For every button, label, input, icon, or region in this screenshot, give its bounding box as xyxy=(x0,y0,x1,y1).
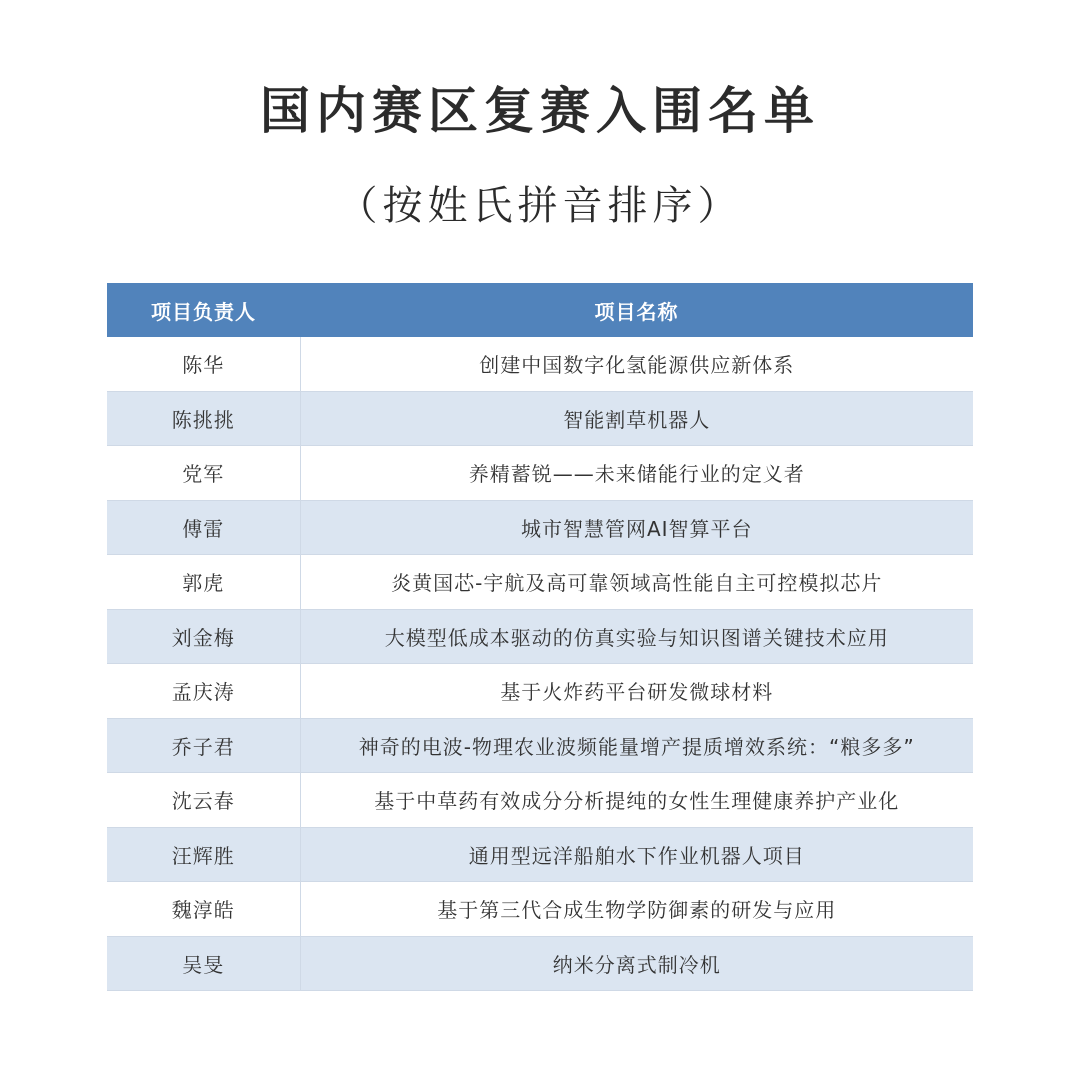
table-row xyxy=(107,936,973,991)
page-subtitle: （按姓氏拼音排序） xyxy=(337,183,743,229)
table-row xyxy=(107,882,973,937)
leader-cell: 汪辉胜 xyxy=(107,827,300,882)
table-row xyxy=(107,609,973,664)
leader-cell: 魏淳皓 xyxy=(107,882,300,937)
page-title: 国内赛区复赛入围名单 xyxy=(260,82,820,140)
table-row xyxy=(107,827,973,882)
project-cell: 城市智慧管网AI智算平台 xyxy=(300,500,973,555)
leader-cell: 吴旻 xyxy=(107,936,300,991)
table-row xyxy=(107,555,973,610)
table-row xyxy=(107,500,973,555)
leader-cell: 沈云春 xyxy=(107,773,300,828)
table-row xyxy=(107,664,973,719)
project-cell: 基于中草药有效成分分析提纯的女性生理健康养护产业化 xyxy=(300,773,973,828)
table-row xyxy=(107,391,973,446)
column-header-project: 项目名称 xyxy=(300,283,973,337)
project-cell: 大模型低成本驱动的仿真实验与知识图谱关键技术应用 xyxy=(300,609,973,664)
project-cell: 创建中国数字化氢能源供应新体系 xyxy=(300,337,973,391)
leader-cell: 乔子君 xyxy=(107,718,300,773)
leader-cell: 刘金梅 xyxy=(107,609,300,664)
project-cell: 智能割草机器人 xyxy=(300,391,973,446)
finalist-table xyxy=(107,283,973,991)
leader-cell: 傅雷 xyxy=(107,500,300,555)
project-cell: 神奇的电波-物理农业波频能量增产提质增效系统：“粮多多” xyxy=(300,718,973,773)
project-cell: 养精蓄锐——未来储能行业的定义者 xyxy=(300,446,973,501)
table-row xyxy=(107,718,973,773)
leader-cell: 陈华 xyxy=(107,337,300,391)
project-cell: 炎黄国芯-宇航及高可靠领域高性能自主可控模拟芯片 xyxy=(300,555,973,610)
leader-cell: 党军 xyxy=(107,446,300,501)
project-cell: 基于第三代合成生物学防御素的研发与应用 xyxy=(300,882,973,937)
project-cell: 通用型远洋船舶水下作业机器人项目 xyxy=(300,827,973,882)
table-header-row xyxy=(107,283,973,337)
column-header-leader: 项目负责人 xyxy=(107,283,300,337)
table-row xyxy=(107,773,973,828)
project-cell: 纳米分离式制冷机 xyxy=(300,936,973,991)
leader-cell: 郭虎 xyxy=(107,555,300,610)
project-cell: 基于火炸药平台研发微球材料 xyxy=(300,664,973,719)
table-row xyxy=(107,446,973,501)
table-row xyxy=(107,337,973,391)
leader-cell: 陈挑挑 xyxy=(107,391,300,446)
leader-cell: 孟庆涛 xyxy=(107,664,300,719)
